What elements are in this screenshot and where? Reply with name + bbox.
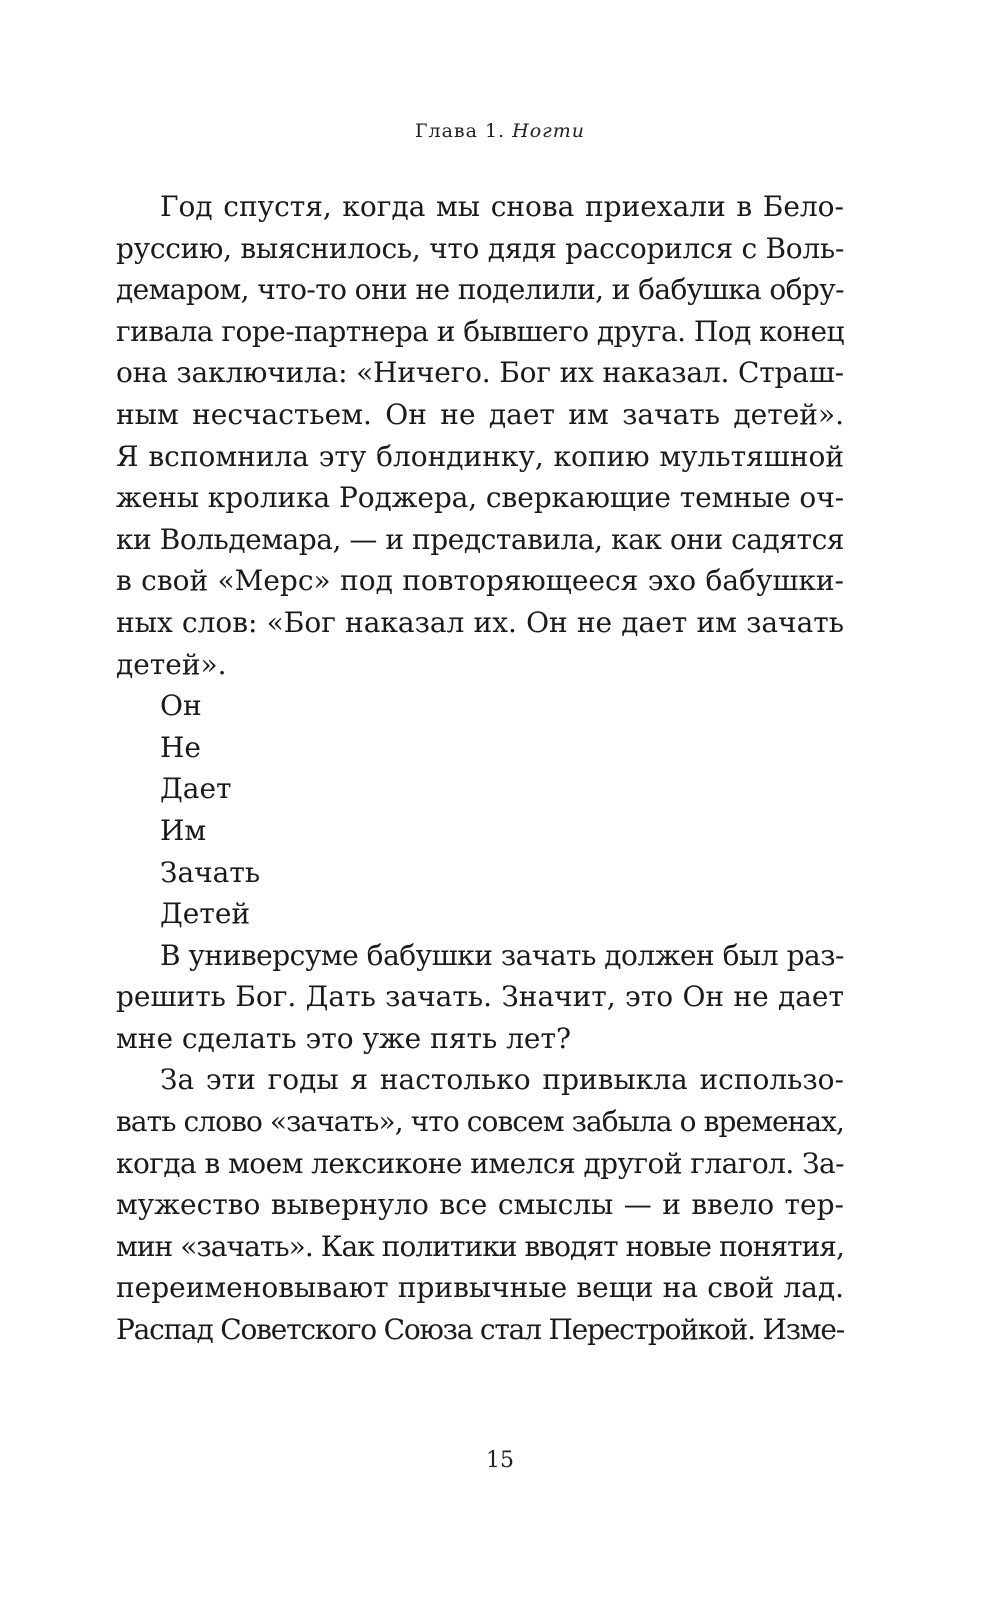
text-line: ным несчастьем. Он не дает им зачать детей».	[116, 397, 844, 431]
body-text	[116, 186, 844, 1351]
text-line: мне сделать это уже пять лет?	[116, 1021, 571, 1055]
text-line: вать слово «зачать», что совсем забыла о временах,	[116, 1105, 845, 1139]
running-head	[0, 120, 1000, 142]
text-line: Детей	[160, 897, 251, 931]
text-line: переименовывают привычные вещи на свой лад.	[116, 1271, 844, 1305]
text-line: мужество вывернуло все смыслы — и ввело тер-	[116, 1188, 844, 1222]
text-line: гивала горе-партнера и бывшего друга. Под конец	[116, 314, 845, 348]
text-line: решить Бог. Дать зачать. Значит, это Он не дает	[116, 980, 844, 1014]
text-line: За эти годы я настолько привыкла использо-	[160, 1063, 844, 1097]
text-line: Я вспомнила эту блондинку, копию мультяшной	[116, 439, 844, 473]
text-line: Распад Советского Союза стал Перестройкой. Изме-	[116, 1313, 844, 1347]
text-line: Дает	[160, 772, 232, 806]
text-line: ных слов: «Бог наказал их. Он не дает им зачать	[116, 605, 844, 639]
text-line: жены кролика Роджера, сверкающие темные оч-	[116, 481, 845, 515]
text-line: Он	[160, 689, 202, 723]
chapter-label: Глава 1.	[414, 120, 506, 142]
text-line: когда в моем лексиконе имелся другой глагол. За-	[116, 1146, 845, 1180]
text-line: Год спустя, когда мы снова приехали в Бело-	[160, 190, 844, 223]
chapter-title: Ногти	[512, 120, 586, 142]
page-number: 15	[486, 1448, 514, 1473]
text-line: Им	[160, 813, 207, 847]
text-line: Зачать	[160, 855, 261, 889]
text-line: мин «зачать». Как политики вводят новые понятия,	[116, 1229, 844, 1263]
text-line: В универсуме бабушки зачать должен был раз-	[160, 938, 844, 972]
text-line: ки Вольдемара, — и представила, как они садятся	[116, 522, 845, 556]
text-line: руссию, выяснилось, что дядя рассорился с Воль-	[116, 231, 845, 265]
text-line: Не	[160, 730, 201, 764]
text-line: демаром, что-то они не поделили, и бабушка обру-	[116, 273, 844, 307]
text-line: детей».	[116, 647, 227, 681]
text-line: в свой «Мерс» под повторяющееся эхо бабушки-	[116, 564, 844, 598]
text-line: она заключила: «Ничего. Бог их наказал. Страш-	[116, 356, 844, 390]
